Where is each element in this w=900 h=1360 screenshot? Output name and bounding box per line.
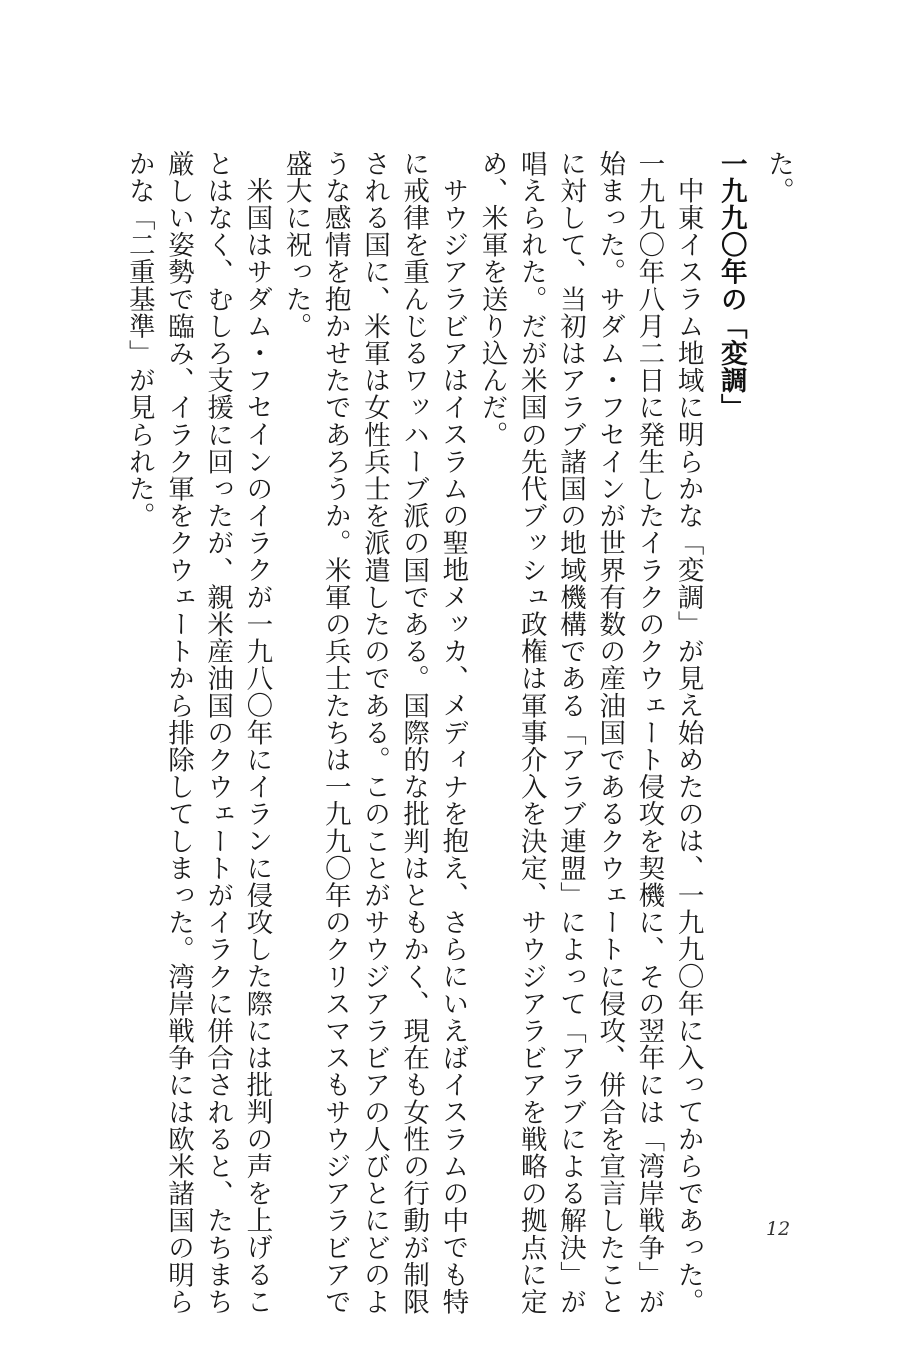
text-line: うな感情を抱かせたであろうか。米軍の兵士たちは一九九〇年のクリスマスもサウジアラビアで bbox=[319, 150, 351, 1316]
text-line: に戒律を重んじるワッハーブ派の国である。国際的な批判はともかく、現在も女性の行動が制限 bbox=[398, 150, 430, 1316]
text-line: に対して、当初はアラブ諸国の地域機構である「アラブ連盟」によって「アラブによる解決」が bbox=[554, 150, 586, 1316]
text-line: 中東イスラム地域に明らかな「変調」が見え始めたのは、一九九〇年に入ってからであった。 bbox=[672, 176, 704, 1315]
text-line: 唱えられた。だが米国の先代ブッシュ政権は軍事介入を決定、サウジアラビアを戦略の拠点に定 bbox=[515, 150, 547, 1316]
text-line: とはなく、むしろ支援に回ったが、親米産油国のクウェートがイラクに併合されると、たちまち bbox=[202, 150, 234, 1316]
text-line: た。 bbox=[763, 150, 794, 205]
text-line: め、米軍を送り込んだ。 bbox=[476, 150, 508, 449]
section-heading: 一九九〇年の「変調」 bbox=[715, 150, 747, 421]
text-line: 厳しい姿勢で臨み、イラク軍をクウェートから排除してしまった。湾岸戦争には欧米諸国の明ら bbox=[162, 150, 194, 1316]
text-line: 盛大に祝った。 bbox=[280, 150, 312, 340]
text-line: 始まった。サダム・フセインが世界有数の産油国であるクウェートに侵攻、併合を宣言したこと bbox=[594, 150, 626, 1316]
text-line: 一九九〇年八月二日に発生したイラクのクウェート侵攻を契機に、その翌年には「湾岸戦争」が bbox=[633, 150, 665, 1316]
text-line: かな「二重基準」が見られた。 bbox=[123, 150, 155, 530]
page-number: 12 bbox=[766, 1218, 791, 1240]
text-line: サウジアラビアはイスラムの聖地メッカ、メディナを抱え、さらにいえばイスラムの中でも特 bbox=[437, 176, 469, 1315]
text-line: される国に、米軍は女性兵士を派遣したのである。このことがサウジアラビアの人びとにどのよ bbox=[358, 150, 390, 1316]
text-line: 米国はサダム・フセインのイラクが一九八〇年にイランに侵攻した際には批判の声を上げるこ bbox=[241, 176, 273, 1315]
